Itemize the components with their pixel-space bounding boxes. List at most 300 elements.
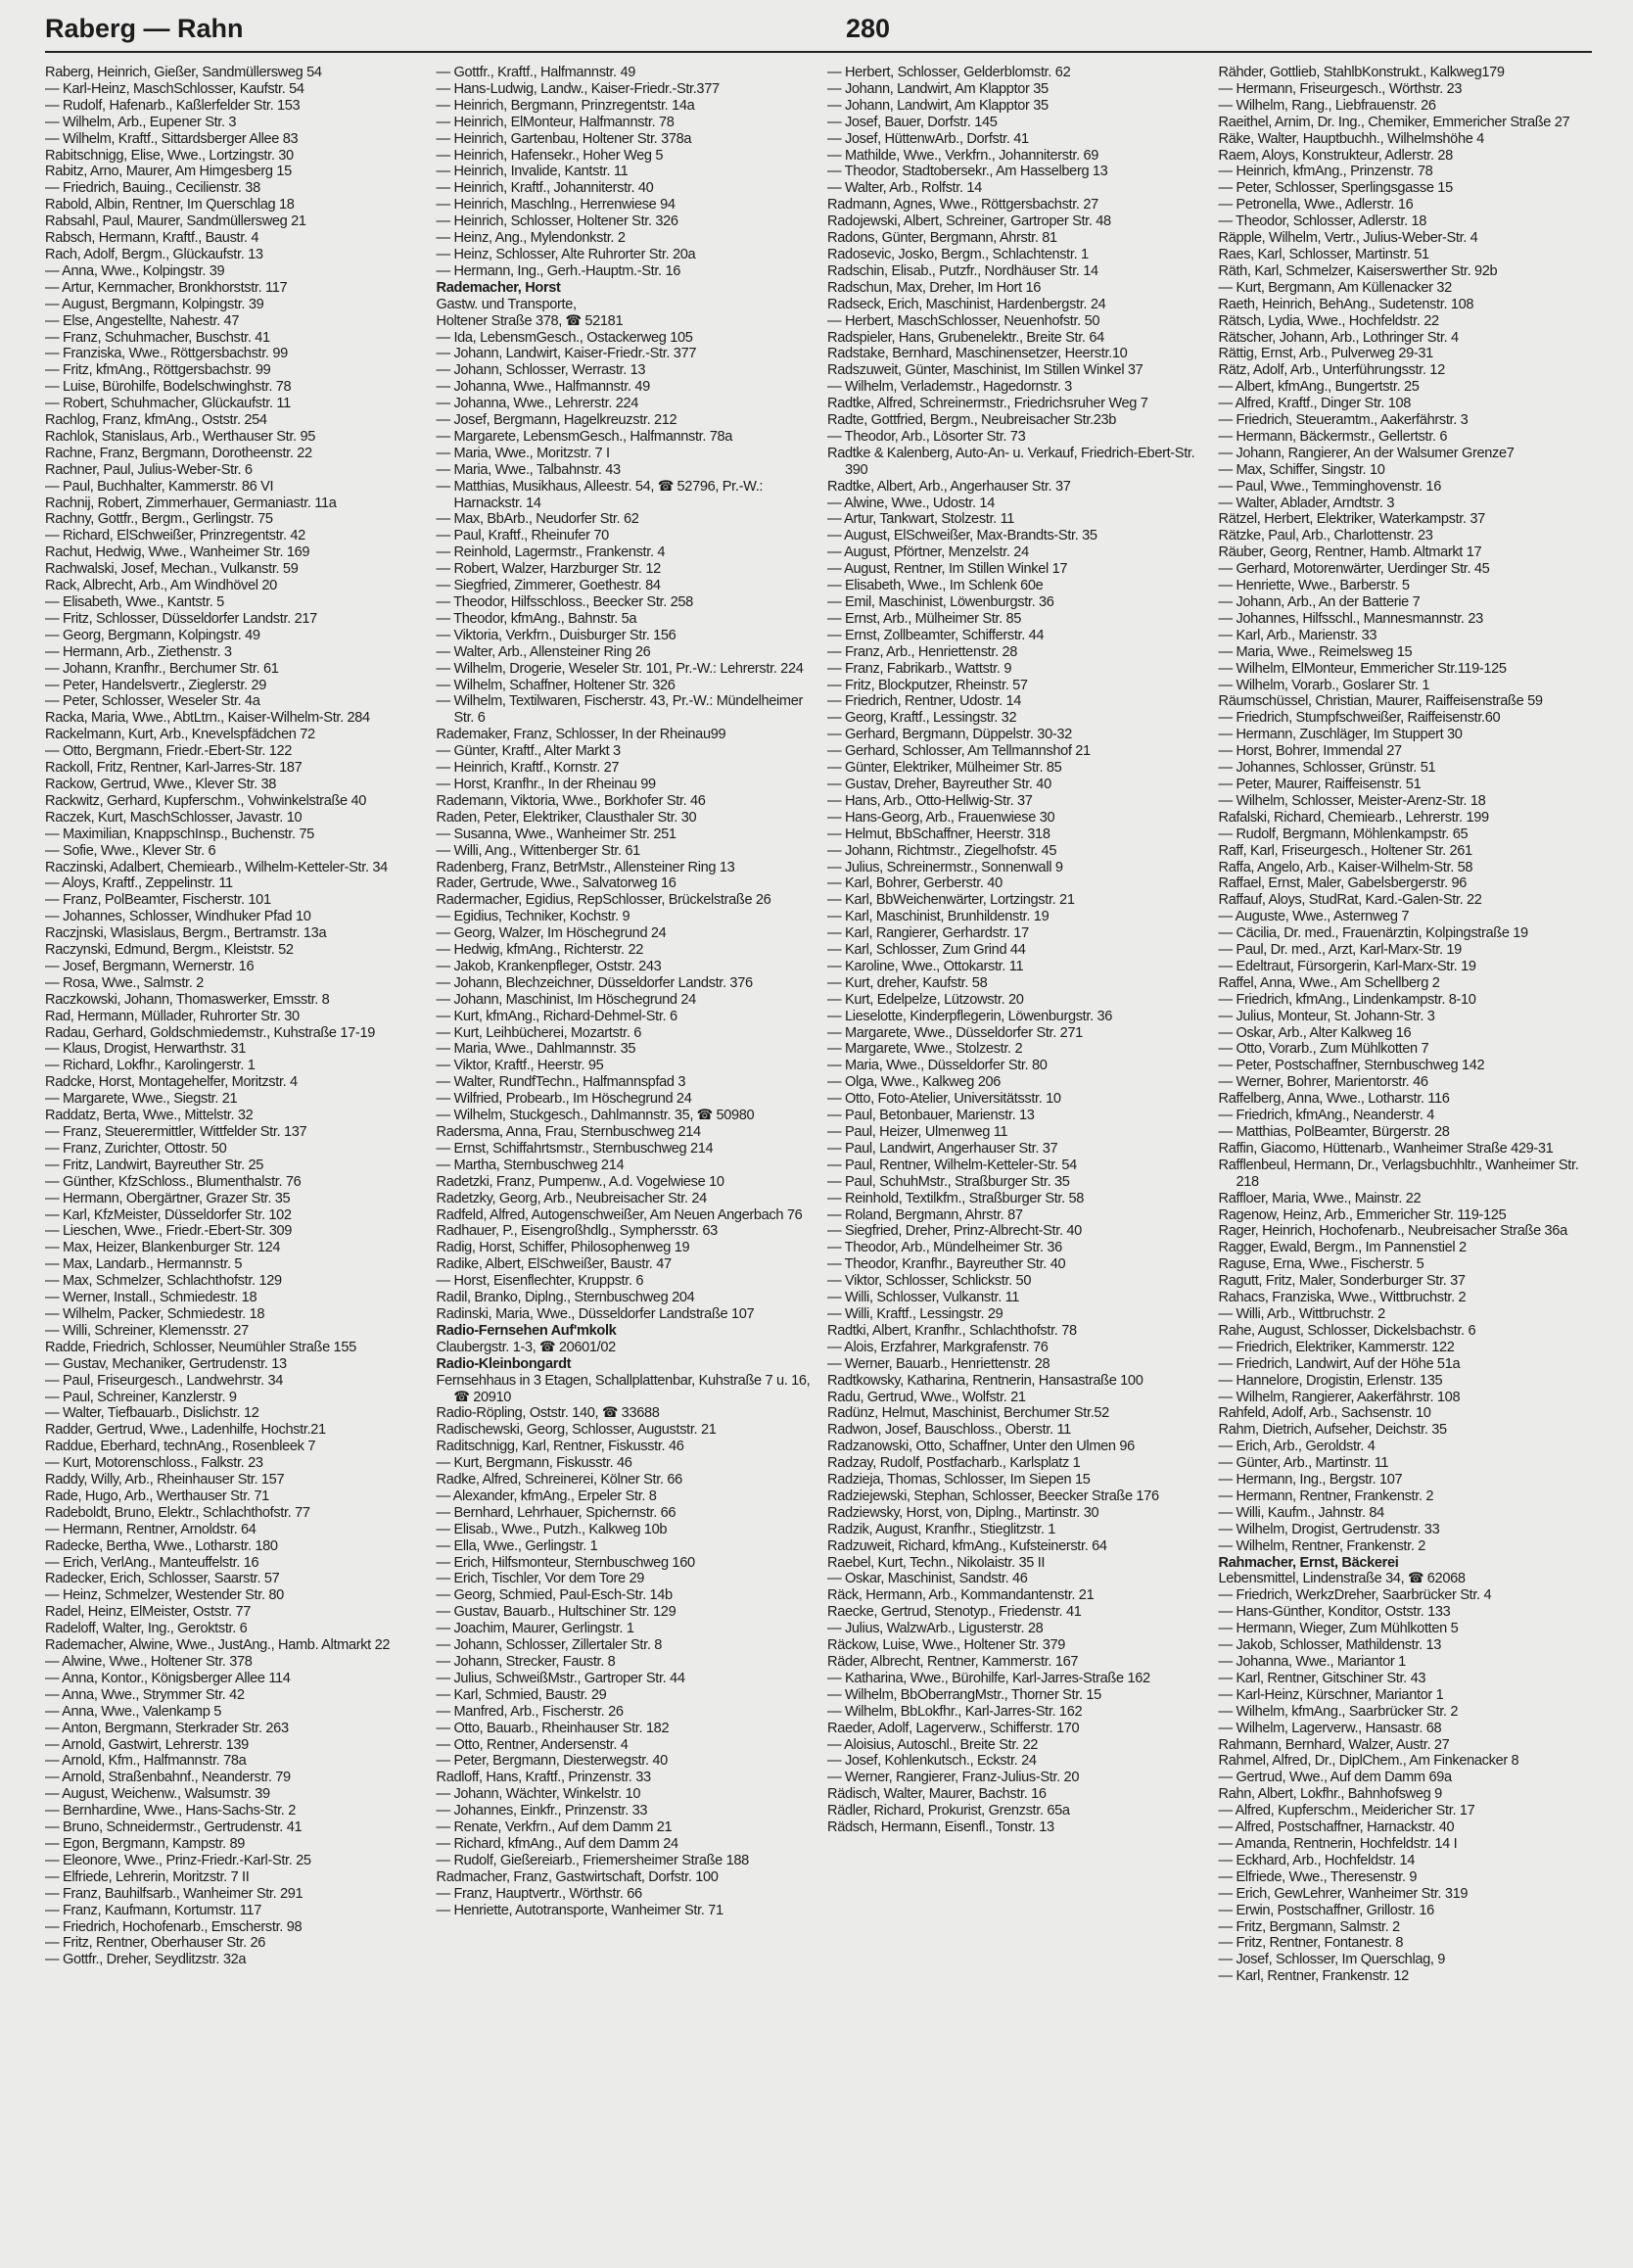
directory-entry: — Gottfr., Kraftf., Halfmannstr. 49: [436, 65, 635, 80]
directory-entry: — Johanna, Wwe., Mariantor 1: [1218, 1654, 1406, 1670]
directory-entry: Rack, Albrecht, Arb., Am Windhövel 20: [45, 578, 277, 594]
directory-entry: — Wilhelm, Lagerverw., Hansastr. 68: [1218, 1720, 1442, 1736]
directory-entry: — Jakob, Krankenpfleger, Oststr. 243: [436, 958, 662, 974]
directory-entry: — Alexander, kfmAng., Erpeler Str. 8: [436, 1488, 657, 1504]
directory-entry: — Heinrich, Kraftf., Johanniterstr. 40: [436, 180, 654, 197]
directory-entry: — Friedrich, Steueramtm., Aakerfährstr. 3: [1218, 412, 1469, 429]
directory-entry: — Franz, Fabrikarb., Wattstr. 9: [827, 660, 1012, 677]
directory-entry: Radspieler, Hans, Grubenelektr., Breite Str. 64: [827, 329, 1104, 346]
directory-entry: — Henriette, Autotransporte, Wanheimer Str. 71: [436, 1902, 723, 1918]
directory-entry: Radau, Gerhard, Goldschmiedemstr., Kuhstraße 17-19: [45, 1024, 375, 1041]
directory-entry: — Auguste, Wwe., Asternweg 7: [1218, 909, 1410, 925]
directory-entry: — Julius, Monteur, St. Johann-Str. 3: [1218, 1008, 1435, 1024]
directory-entry: — Hedwig, kfmAng., Richterstr. 22: [436, 942, 643, 959]
directory-entry: — Martha, Sternbuschweg 214: [436, 1157, 625, 1173]
directory-entry: Radzuweit, Richard, kfmAng., Kufsteinerstr. 64: [827, 1537, 1107, 1554]
directory-entry: — Werner, Install., Schmiedestr. 18: [45, 1290, 257, 1306]
directory-entry: — Johannes, Schlosser, Grünstr. 51: [1218, 760, 1436, 777]
directory-entry: Rabsch, Hermann, Kraftf., Baustr. 4: [45, 230, 259, 247]
directory-entry: Raebel, Kurt, Techn., Nikolaistr. 35 II: [827, 1554, 1046, 1571]
directory-entry: — Heinrich, Kraftf., Kornstr. 27: [436, 760, 620, 777]
directory-entry: — Anton, Bergmann, Sterkrader Str. 263: [45, 1720, 289, 1736]
directory-entry: — Paul, SchuhMstr., Straßburger Str. 35: [827, 1173, 1070, 1190]
directory-entry: — Richard, kfmAng., Auf dem Damm 24: [436, 1835, 678, 1852]
directory-entry: — Paul, Wwe., Temminghovenstr. 16: [1218, 478, 1441, 495]
directory-entry: — Elisabeth, Wwe., Kantstr. 5: [45, 594, 224, 610]
directory-entry: — Ernst, Zollbeamter, Schifferstr. 44: [827, 627, 1045, 643]
directory-entry: — Johann, Wächter, Winkelstr. 10: [436, 1786, 641, 1803]
directory-entry: — Ernst, Schiffahrtsmstr., Sternbuschweg 214: [436, 1140, 714, 1157]
directory-entry: — Lieselotte, Kinderpflegerin, Löwenburgstr. 36: [827, 1008, 1113, 1024]
directory-entry: — Otto, Foto-Atelier, Universitätsstr. 10: [827, 1091, 1061, 1108]
directory-entry: — Fritz, kfmAng., Röttgersbachstr. 99: [45, 362, 271, 379]
directory-entry: Rademann, Viktoria, Wwe., Borkhofer Str. 46: [436, 792, 706, 809]
directory-entry: — Johann, Strecker, Faustr. 8: [436, 1654, 616, 1670]
directory-entry: — Margarete, Wwe., Stolzestr. 2: [827, 1041, 1023, 1058]
directory-entry: — Josef, HüttenwArb., Dorfstr. 41: [827, 130, 1029, 147]
directory-entry: — Walter, Arb., Allensteiner Ring 26: [436, 643, 651, 660]
directory-entry: — Hermann, Ing., Bergstr. 107: [1218, 1472, 1403, 1488]
directory-entry: — Eckhard, Arb., Hochfeldstr. 14: [1218, 1852, 1416, 1868]
directory-entry: — Paul, Friseurgesch., Landwehrstr. 34: [45, 1372, 284, 1389]
directory-entry: Radziewsky, Horst, von, Diplng., Martinstr. 30: [827, 1504, 1099, 1521]
directory-entry: — August, Bergmann, Kolpingstr. 39: [45, 296, 264, 312]
directory-entry: — Günter, Arb., Martinstr. 11: [1218, 1455, 1389, 1472]
column-4: [1211, 65, 1603, 2258]
directory-entry: — Paul, Buchhalter, Kammerstr. 86 VI: [45, 478, 274, 495]
directory-entry: — Franz, Bauhilfsarb., Wanheimer Str. 291: [45, 1885, 303, 1902]
directory-entry: Radike, Albert, ElSchweißer, Baustr. 47: [436, 1256, 672, 1273]
directory-entry: — Wilhelm, Textilwaren, Fischerstr. 43, Pr.-W.: Mündelheimer Str. 6: [436, 693, 803, 727]
directory-entry: Radu, Gertrud, Wwe., Wolfstr. 21: [827, 1389, 1026, 1405]
directory-entry: — Rudolf, Hafenarb., Kaßlerfelder Str. 153: [45, 97, 301, 114]
directory-entry: Radosevic, Josko, Bergm., Schlachtenstr. 1: [827, 246, 1089, 262]
directory-entry: — Bernhardine, Wwe., Hans-Sachs-Str. 2: [45, 1803, 296, 1819]
directory-entry: Raffelberg, Anna, Wwe., Lotharstr. 116: [1218, 1091, 1450, 1108]
directory-entry: Rad, Hermann, Müllader, Ruhrorter Str. 30: [45, 1008, 300, 1024]
directory-entry: — Willi, Kraftf., Lessingstr. 29: [827, 1305, 1003, 1322]
directory-entry: Rachne, Franz, Bergmann, Dorotheenstr. 22: [45, 445, 312, 461]
directory-entry: — Johann, Kranfhr., Berchumer Str. 61: [45, 660, 279, 677]
directory-entry: Raberg, Heinrich, Gießer, Sandmüllersweg 54: [45, 65, 322, 80]
directory-entry: Rahe, August, Schlosser, Dickelsbachstr. 6: [1218, 1322, 1476, 1339]
directory-entry: — Paul, Kraftf., Rheinufer 70: [436, 528, 609, 544]
directory-entry: — Heinz, Schmelzer, Westender Str. 80: [45, 1587, 284, 1604]
directory-entry: Raeder, Adolf, Lagerverw., Schifferstr. 170: [827, 1720, 1080, 1736]
directory-entry: — Hermann, Obergärtner, Grazer Str. 35: [45, 1190, 291, 1206]
directory-entry: — Willi, Arb., Wittbruchstr. 2: [1218, 1305, 1385, 1322]
directory-entry: — Hermann, Friseurgesch., Wörthstr. 23: [1218, 80, 1463, 97]
directory-entry: Rackoll, Fritz, Rentner, Karl-Jarres-Str. 187: [45, 760, 303, 777]
directory-entry: — Walter, Arb., Rolfstr. 14: [827, 180, 982, 197]
directory-entry: — Johann, Blechzeichner, Düsseldorfer Landstr. 376: [436, 974, 753, 991]
directory-entry: Raczkowski, Johann, Thomaswerker, Emsstr. 8: [45, 991, 330, 1008]
directory-entry: — Joachim, Maurer, Gerlingstr. 1: [436, 1621, 634, 1637]
directory-entry: — Franz, Arb., Henriettenstr. 28: [827, 643, 1018, 660]
directory-entry: Holtener Straße 378, ☎ 52181: [436, 312, 624, 329]
directory-entry: — Anna, Wwe., Valenkamp 5: [45, 1703, 221, 1720]
directory-entry: — Rosa, Wwe., Salmstr. 2: [45, 974, 204, 991]
directory-entry: Radziejewski, Stephan, Schlosser, Beecker Straße 176: [827, 1488, 1159, 1504]
column-1: [45, 65, 429, 2258]
directory-entry: — Johanna, Wwe., Halfmannstr. 49: [436, 379, 650, 396]
running-title: Raberg — Rahn: [45, 14, 244, 43]
directory-entry: Rachny, Gottfr., Bergm., Gerlingstr. 75: [45, 511, 273, 528]
directory-entry: — Hermann, Wieger, Zum Mühlkotten 5: [1218, 1621, 1459, 1637]
directory-entry: Radersma, Anna, Frau, Sternbuschweg 214: [436, 1124, 701, 1140]
directory-entry: — Gerhard, Schlosser, Am Tellmannshof 21: [827, 743, 1091, 760]
directory-entry: Radio-Kleinbongardt: [436, 1355, 572, 1372]
directory-entry: — Egidius, Techniker, Kochstr. 9: [436, 909, 630, 925]
directory-entry: — Gustav, Dreher, Bayreuther Str. 40: [827, 776, 1051, 792]
directory-entry: — Peter, Schlosser, Sperlingsgasse 15: [1218, 180, 1453, 197]
directory-entry: — Wilhelm, ElMonteur, Emmericher Str.119-125: [1218, 660, 1507, 677]
directory-entry: Rafalski, Richard, Chemiearb., Lehrerstr. 199: [1218, 809, 1489, 826]
directory-entry: — Friedrich, kfmAng., Lindenkampstr. 8-10: [1218, 991, 1476, 1008]
directory-entry: — Josef, Bergmann, Wernerstr. 16: [45, 958, 255, 974]
directory-entry: — Wilhelm, Drogist, Gertrudenstr. 33: [1218, 1521, 1440, 1537]
directory-entry: — Wilhelm, Kraftf., Sittardsberger Allee 83: [45, 130, 299, 147]
directory-entry: — Matthias, Musikhaus, Alleestr. 54, ☎ 52796, Pr.-W.: Harnackstr. 14: [436, 478, 764, 511]
directory-entry: — Artur, Tankwart, Stolzestr. 11: [827, 511, 1015, 528]
directory-entry: — Arnold, Gastwirt, Lehrerstr. 139: [45, 1736, 249, 1753]
directory-entry: — Karl-Heinz, Kürschner, Mariantor 1: [1218, 1686, 1444, 1703]
directory-entry: — Willi, Ang., Wittenberger Str. 61: [436, 842, 640, 859]
directory-entry: — Horst, Bohrer, Immendal 27: [1218, 743, 1402, 760]
directory-entry: — Kurt, Bergmann, Fiskusstr. 46: [436, 1455, 632, 1472]
directory-entry: — Georg, Bergmann, Kolpingstr. 49: [45, 627, 260, 643]
directory-entry: — Richard, Lokfhr., Karolingerstr. 1: [45, 1058, 256, 1074]
directory-entry: — Hans-Günther, Konditor, Oststr. 133: [1218, 1604, 1451, 1621]
directory-entry: Ragger, Ewald, Bergm., Im Pannenstiel 2: [1218, 1240, 1467, 1256]
directory-entry: — Renate, Verkfrn., Auf dem Damm 21: [436, 1819, 673, 1836]
directory-entry: — Franz, Zurichter, Ottostr. 50: [45, 1140, 227, 1157]
directory-entry: — Egon, Bergmann, Kampstr. 89: [45, 1835, 246, 1852]
directory-entry: Radig, Horst, Schiffer, Philosophenweg 19: [436, 1240, 690, 1256]
directory-entry: Radel, Heinz, ElMeister, Oststr. 77: [45, 1604, 251, 1621]
directory-entry: — Wilhelm, Drogerie, Weseler Str. 101, Pr.-W.: Lehrerstr. 224: [436, 660, 804, 677]
directory-entry: Rätzel, Herbert, Elektriker, Waterkampstr. 37: [1218, 511, 1485, 528]
directory-entry: — Willi, Kaufm., Jahnstr. 84: [1218, 1504, 1384, 1521]
directory-entry: Radtke, Albert, Arb., Angerhauser Str. 37: [827, 478, 1071, 495]
directory-entry: — Horst, Eisenflechter, Kruppstr. 6: [436, 1273, 644, 1290]
directory-entry: Rademacher, Alwine, Wwe., JustAng., Hamb. Altmarkt 22: [45, 1637, 391, 1654]
directory-entry: — Richard, ElSchweißer, Prinzregentstr. 42: [45, 528, 305, 544]
directory-entry: Rackelmann, Kurt, Arb., Knevelspfädchen 72: [45, 727, 315, 743]
directory-entry: — Theodor, kfmAng., Bahnstr. 5a: [436, 610, 637, 627]
directory-entry: — Friedrich, kfmAng., Neanderstr. 4: [1218, 1108, 1435, 1124]
directory-entry: Raczjnski, Wlasislaus, Bergm., Bertramstr. 13a: [45, 925, 327, 942]
directory-entry: Raff, Karl, Friseurgesch., Holtener Str. 261: [1218, 842, 1472, 859]
directory-entry: — Johann, Schlosser, Werrastr. 13: [436, 362, 646, 379]
directory-entry: — Kurt, Bergmann, Am Küllenacker 32: [1218, 279, 1452, 296]
directory-entry: — Willi, Schlosser, Vulkanstr. 11: [827, 1290, 1020, 1306]
directory-entry: — Herbert, Schlosser, Gelderblomstr. 62: [827, 65, 1071, 80]
directory-entry: — Alfred, Postschaffner, Harnackstr. 40: [1218, 1819, 1455, 1836]
directory-entry: — Amanda, Rentnerin, Hochfeldstr. 14 I: [1218, 1835, 1458, 1852]
directory-entry: — Fritz, Rentner, Oberhauser Str. 26: [45, 1935, 266, 1952]
directory-entry: — Gustav, Mechaniker, Gertrudenstr. 13: [45, 1355, 287, 1372]
directory-entry: — Johanna, Wwe., Lehrerstr. 224: [436, 396, 639, 412]
directory-entry: Fernsehhaus in 3 Etagen, Schallplattenbar, Kuhstraße 7 u. 16, ☎ 20910: [436, 1372, 811, 1405]
directory-entry: — Erich, VerlAng., Manteuffelstr. 16: [45, 1554, 259, 1571]
directory-entry: — Bernhard, Lehrhauer, Spichernstr. 66: [436, 1504, 677, 1521]
directory-entry: — Walter, RundfTechn., Halfmannspfad 3: [436, 1074, 686, 1091]
directory-entry: — Gerhard, Bergmann, Düppelstr. 30-32: [827, 727, 1072, 743]
directory-entry: — Werner, Bauarb., Henriettenstr. 28: [827, 1355, 1050, 1372]
directory-entry: Rahmel, Alfred, Dr., DiplChem., Am Finkenacker 8: [1218, 1753, 1519, 1770]
directory-entry: — Peter, Maurer, Raiffeisenstr. 51: [1218, 776, 1422, 792]
directory-entry: — Walter, Tiefbauarb., Dislichstr. 12: [45, 1405, 259, 1422]
directory-entry: Raes, Karl, Schlosser, Martinstr. 51: [1218, 246, 1429, 262]
directory-entry: — Johann, Landwirt, Kaiser-Friedr.-Str. 377: [436, 346, 697, 362]
directory-entry: — Rudolf, Gießereiarb., Friemersheimer Straße 188: [436, 1852, 749, 1868]
directory-entry: — Paul, Rentner, Wilhelm-Ketteler-Str. 54: [827, 1157, 1077, 1173]
directory-entry: — Henriette, Wwe., Barberstr. 5: [1218, 578, 1410, 594]
directory-entry: Ragenow, Heinz, Arb., Emmericher Str. 119-125: [1218, 1206, 1507, 1223]
directory-entry: — Wilhelm, Rentner, Frankenstr. 2: [1218, 1537, 1425, 1554]
directory-entry: Raffauf, Aloys, StudRat, Kard.-Galen-Str. 22: [1218, 892, 1482, 909]
directory-entry: Raffa, Angelo, Arb., Kaiser-Wilhelm-Str. 58: [1218, 859, 1473, 875]
directory-entry: — Wilfried, Probearb., Im Höschegrund 24: [436, 1091, 692, 1108]
directory-entry: Radecker, Erich, Schlosser, Saarstr. 57: [45, 1571, 280, 1587]
directory-entry: Rahfeld, Adolf, Arb., Sachsenstr. 10: [1218, 1405, 1431, 1422]
directory-entry: — Johannes, Einkfr., Prinzenstr. 33: [436, 1803, 648, 1819]
directory-entry: — Karl-Heinz, MaschSchlosser, Kaufstr. 54: [45, 80, 304, 97]
directory-entry: — Wilhelm, Rangierer, Aakerfährstr. 108: [1218, 1389, 1461, 1405]
directory-entry: — Franz, Steuerermittler, Wittfelder Str. 137: [45, 1124, 307, 1140]
directory-entry: — Franz, Schuhmacher, Buschstr. 41: [45, 329, 270, 346]
directory-entry: — Günter, Kraftf., Alter Markt 3: [436, 743, 621, 760]
directory-entry: — Sofie, Wwe., Klever Str. 6: [45, 842, 216, 859]
directory-entry: — Erich, GewLehrer, Wanheimer Str. 319: [1218, 1885, 1469, 1902]
directory-entry: Rädsch, Hermann, Eisenfl., Tonstr. 13: [827, 1819, 1054, 1836]
directory-entry: Rabitz, Arno, Maurer, Am Himgesberg 15: [45, 164, 292, 180]
directory-entry: — Karl, Rangierer, Gerhardstr. 17: [827, 925, 1029, 942]
directory-entry: — Theodor, Hilfsschloss., Beecker Str. 258: [436, 594, 693, 610]
directory-entry: — Theodor, Kranfhr., Bayreuther Str. 40: [827, 1256, 1066, 1273]
directory-entry: Räckow, Luise, Wwe., Holtener Str. 379: [827, 1637, 1066, 1654]
directory-entry: Rabold, Albin, Rentner, Im Querschlag 18: [45, 197, 295, 213]
directory-entry: — Susanna, Wwe., Wanheimer Str. 251: [436, 826, 677, 842]
directory-entry: — Julius, Schreinermstr., Sonnenwall 9: [827, 859, 1063, 875]
directory-entry: — Alois, Erzfahrer, Markgrafenstr. 76: [827, 1339, 1049, 1355]
directory-entry: — Matthias, PolBeamter, Bürgerstr. 28: [1218, 1124, 1450, 1140]
directory-entry: — Alwine, Wwe., Holtener Str. 378: [45, 1654, 253, 1670]
directory-entry: — Johann, Richtmstr., Ziegelhofstr. 45: [827, 842, 1057, 859]
directory-entry: Rahmacher, Ernst, Bäckerei: [1218, 1554, 1399, 1571]
directory-entry: Radfeld, Alfred, Autogenschweißer, Am Neuen Angerbach 76: [436, 1206, 803, 1223]
directory-entry: Rätscher, Johann, Arb., Lothringer Str. 4: [1218, 329, 1459, 346]
directory-entry: — Fritz, Bergmann, Salmstr. 2: [1218, 1918, 1400, 1935]
page-number: 280: [846, 14, 891, 43]
directory-entry: — Franziska, Wwe., Röttgersbachstr. 99: [45, 346, 288, 362]
directory-entry: Räuber, Georg, Rentner, Hamb. Altmarkt 17: [1218, 544, 1482, 561]
directory-entry: — Robert, Walzer, Harzburger Str. 12: [436, 561, 661, 578]
directory-entry: Radschun, Max, Dreher, Im Hort 16: [827, 279, 1041, 296]
directory-entry: — Karl, BbWeichenwärter, Lortzingstr. 21: [827, 892, 1075, 909]
directory-entry: — Kurt, Leihbücherei, Mozartstr. 6: [436, 1024, 642, 1041]
page-header: [45, 12, 1592, 53]
directory-entry: Radke, Alfred, Schreinerei, Kölner Str. 66: [436, 1472, 682, 1488]
directory-entry: — Margarete, Wwe., Siegstr. 21: [45, 1091, 238, 1108]
directory-entry: — Gertrud, Wwe., Auf dem Damm 69a: [1218, 1770, 1452, 1786]
directory-entry: — Maria, Wwe., Moritzstr. 7 I: [436, 445, 610, 461]
directory-entry: — Peter, Postschaffner, Sternbuschweg 142: [1218, 1058, 1485, 1074]
directory-entry: — Johann, Rangierer, An der Walsumer Grenze7: [1218, 445, 1515, 461]
directory-entry: Raffin, Giacomo, Hüttenarb., Wanheimer Straße 429-31: [1218, 1140, 1554, 1157]
directory-entry: — Walter, Ablader, Arndtstr. 3: [1218, 495, 1395, 511]
directory-entry: — Gerhard, Motorenwärter, Uerdinger Str. 45: [1218, 561, 1490, 578]
directory-entry: — Franz, Kaufmann, Kortumstr. 117: [45, 1902, 261, 1918]
directory-entry: — Cäcilia, Dr. med., Frauenärztin, Kolpingstraße 19: [1218, 925, 1528, 942]
directory-entry: Radtke, Alfred, Schreinermstr., Friedrichsruher Weg 7: [827, 396, 1148, 412]
directory-entry: — Peter, Handelsvertr., Zieglerstr. 29: [45, 677, 266, 693]
directory-entry: — Erwin, Postschaffner, Grillostr. 16: [1218, 1902, 1434, 1918]
directory-entry: — Kurt, dreher, Kaufstr. 58: [827, 974, 988, 991]
directory-entry: Raczynski, Edmund, Bergm., Kleiststr. 52: [45, 942, 294, 959]
directory-entry: Rahm, Dietrich, Aufseher, Deichstr. 35: [1218, 1422, 1447, 1439]
directory-entry: — Oskar, Arb., Alter Kalkweg 16: [1218, 1024, 1412, 1041]
directory-entry: — Theodor, Stadtobersekr., Am Hasselberg 13: [827, 164, 1108, 180]
directory-entry: Raffloer, Maria, Wwe., Mainstr. 22: [1218, 1190, 1422, 1206]
directory-entry: — Artur, Kernmacher, Bronkhorststr. 117: [45, 279, 288, 296]
directory-entry: — Herbert, MaschSchlosser, Neuenhofstr. 50: [827, 312, 1100, 329]
directory-entry: — August, Rentner, Im Stillen Winkel 17: [827, 561, 1068, 578]
directory-entry: Radeboldt, Bruno, Elektr., Schlachthofstr. 77: [45, 1504, 310, 1521]
directory-entry: — Paul, Dr. med., Arzt, Karl-Marx-Str. 19: [1218, 942, 1462, 959]
directory-entry: — Wilhelm, BbOberrangMstr., Thorner Str. 15: [827, 1686, 1101, 1703]
directory-entry: Rabitschnigg, Elise, Wwe., Lortzingstr. 30: [45, 147, 294, 164]
directory-entry: — Maximilian, KnappschInsp., Buchenstr. 75: [45, 826, 314, 842]
directory-entry: — Maria, Wwe., Dahlmannstr. 35: [436, 1041, 636, 1058]
directory-entry: Radszuweit, Günter, Maschinist, Im Stillen Winkel 37: [827, 362, 1143, 379]
directory-entry: — Hermann, Rentner, Frankenstr. 2: [1218, 1488, 1434, 1504]
directory-entry: — Ida, LebensmGesch., Ostackerweg 105: [436, 329, 693, 346]
directory-entry: — Anna, Wwe., Strymmer Str. 42: [45, 1686, 245, 1703]
directory-entry: — Gottfr., Dreher, Seydlitzstr. 32a: [45, 1952, 247, 1968]
directory-entry: — Georg, Walzer, Im Höschegrund 24: [436, 925, 667, 942]
directory-entry: — Otto, Vorarb., Zum Mühlkotten 7: [1218, 1041, 1429, 1058]
directory-entry: — Arnold, Kfm., Halfmannstr. 78a: [45, 1753, 247, 1770]
directory-entry: — Reinhold, Textilkfm., Straßburger Str. 58: [827, 1190, 1085, 1206]
directory-entry: Gastw. und Transporte,: [436, 296, 577, 312]
directory-entry: — Hans-Georg, Arb., Frauenwiese 30: [827, 809, 1055, 826]
directory-entry: Rackow, Gertrud, Wwe., Klever Str. 38: [45, 776, 277, 792]
directory-entry: Rätsch, Lydia, Wwe., Hochfeldstr. 22: [1218, 312, 1439, 329]
directory-entry: — Georg, Schmied, Paul-Esch-Str. 14b: [436, 1587, 673, 1604]
directory-entry: — Margarete, LebensmGesch., Halfmannstr. 78a: [436, 428, 733, 445]
directory-entry: — Julius, SchweißMstr., Gartroper Str. 44: [436, 1670, 685, 1686]
directory-entry: Rahmann, Bernhard, Walzer, Austr. 27: [1218, 1736, 1450, 1753]
directory-entry: — Hans, Arb., Otto-Hellwig-Str. 37: [827, 792, 1033, 809]
directory-entry: Rachwalski, Josef, Mechan., Vulkanstr. 59: [45, 561, 299, 578]
directory-entry: — Reinhold, Lagermstr., Frankenstr. 4: [436, 544, 666, 561]
directory-entry: — Karl, Schmied, Baustr. 29: [436, 1686, 607, 1703]
directory-entry: Radder, Gertrud, Wwe., Ladenhilfe, Hochstr.21: [45, 1422, 326, 1439]
directory-entry: Radde, Friedrich, Schlosser, Neumühler Straße 155: [45, 1339, 356, 1355]
directory-entry: Radloff, Hans, Kraftf., Prinzenstr. 33: [436, 1770, 651, 1786]
directory-entry: Raddue, Eberhard, technAng., Rosenbleek 7: [45, 1439, 316, 1455]
directory-entry: — Kurt, Motorenschloss., Falkstr. 23: [45, 1455, 263, 1472]
directory-entry: — August, ElSchweißer, Max-Brandts-Str. 35: [827, 528, 1097, 544]
directory-entry: — Siegfried, Dreher, Prinz-Albrecht-Str. 40: [827, 1223, 1082, 1240]
directory-entry: Radcke, Horst, Montagehelfer, Moritzstr. 4: [45, 1074, 298, 1091]
directory-entry: Rättig, Ernst, Arb., Pulverweg 29-31: [1218, 346, 1433, 362]
directory-entry: — Josef, Bergmann, Hagelkreuzstr. 212: [436, 412, 677, 429]
directory-entry: Räder, Albrecht, Rentner, Kammerstr. 167: [827, 1654, 1079, 1670]
directory-entry: — Wilhelm, Arb., Eupener Str. 3: [45, 114, 237, 130]
directory-entry: — Fritz, Blockputzer, Rheinstr. 57: [827, 677, 1028, 693]
directory-entry: — Karl, Maschinist, Brunhildenstr. 19: [827, 909, 1050, 925]
directory-entry: — Heinrich, kfmAng., Prinzenstr. 78: [1218, 164, 1433, 180]
directory-entry: — Max, Heizer, Blankenburger Str. 124: [45, 1240, 281, 1256]
directory-entry: — Maria, Wwe., Düsseldorfer Str. 80: [827, 1058, 1048, 1074]
directory-entry: — Paul, Landwirt, Angerhauser Str. 37: [827, 1140, 1058, 1157]
directory-entry: — Friedrich, Hochofenarb., Emscherstr. 98: [45, 1918, 303, 1935]
directory-entry: Radünz, Helmut, Maschinist, Berchumer Str.52: [827, 1405, 1109, 1422]
directory-entry: — Oskar, Maschinist, Sandstr. 46: [827, 1571, 1028, 1587]
directory-entry: Radeloff, Walter, Ing., Geroktstr. 6: [45, 1621, 248, 1637]
directory-entry: — Arnold, Straßenbahnf., Neanderstr. 79: [45, 1770, 291, 1786]
directory-entry: Radzay, Rudolf, Postfacharb., Karlsplatz 1: [827, 1455, 1081, 1472]
directory-entry: Räck, Hermann, Arb., Kommandantenstr. 21: [827, 1587, 1095, 1604]
directory-entry: — Mathilde, Wwe., Verkfrn., Johanniterstr. 69: [827, 147, 1099, 164]
directory-entry: Rätzke, Paul, Arb., Charlottenstr. 23: [1218, 528, 1433, 544]
directory-entry: — Else, Angestellte, Nahestr. 47: [45, 312, 240, 329]
directory-entry: — Otto, Bergmann, Friedr.-Ebert-Str. 122: [45, 743, 293, 760]
directory-entry: Raem, Aloys, Konstrukteur, Adlerstr. 28: [1218, 147, 1453, 164]
directory-entry: Radmacher, Franz, Gastwirtschaft, Dorfstr. 100: [436, 1868, 719, 1885]
directory-entry: — Johann, Landwirt, Am Klapptor 35: [827, 80, 1049, 97]
directory-entry: — Viktoria, Verkfrn., Duisburger Str. 156: [436, 627, 677, 643]
directory-entry: Claubergstr. 1-3, ☎ 20601/02: [436, 1339, 616, 1355]
directory-entry: Radzieja, Thomas, Schlosser, Im Siepen 15: [827, 1472, 1091, 1488]
directory-entry: Rachner, Paul, Julius-Weber-Str. 6: [45, 461, 253, 478]
directory-entry: Rahn, Albert, Lokfhr., Bahnhofsweg 9: [1218, 1786, 1442, 1803]
directory-entry: — Olga, Wwe., Kalkweg 206: [827, 1074, 1001, 1091]
directory-entry: — Willi, Schreiner, Klemensstr. 27: [45, 1322, 249, 1339]
directory-entry: — Johann, Arb., An der Batterie 7: [1218, 594, 1421, 610]
directory-entry: — Ernst, Arb., Mülheimer Str. 85: [827, 610, 1022, 627]
directory-entry: — Friedrich, Bauing., Cecilienstr. 38: [45, 180, 260, 197]
directory-entry: — Hannelore, Drogistin, Erlenstr. 135: [1218, 1372, 1443, 1389]
directory-entry: — Friedrich, Elektriker, Kammerstr. 122: [1218, 1339, 1455, 1355]
directory-entry: — Horst, Kranfhr., In der Rheinau 99: [436, 776, 656, 792]
directory-entry: — Wilhelm, Stuckgesch., Dahlmannstr. 35, ☎ 50980: [436, 1108, 755, 1124]
directory-entry: — Katharina, Wwe., Bürohilfe, Karl-Jarres-Straße 162: [827, 1670, 1150, 1686]
directory-entry: — Alfred, Kupferschm., Meidericher Str. 17: [1218, 1803, 1475, 1819]
directory-entry: — Heinrich, Hafensekr., Hoher Weg 5: [436, 147, 664, 164]
directory-entry: — Heinrich, Invalide, Kantstr. 11: [436, 164, 629, 180]
directory-entry: — Julius, WalzwArb., Ligusterstr. 28: [827, 1621, 1044, 1637]
directory-entry: Raczek, Kurt, MaschSchlosser, Javastr. 10: [45, 809, 303, 826]
directory-entry: — Heinrich, ElMonteur, Halfmannstr. 78: [436, 114, 675, 130]
directory-entry: — Anna, Kontor., Königsberger Allee 114: [45, 1670, 291, 1686]
directory-entry: — Roland, Bergmann, Ahrstr. 87: [827, 1206, 1023, 1223]
directory-entry: Rademaker, Franz, Schlosser, In der Rheinau99: [436, 727, 726, 743]
directory-columns: [45, 65, 1602, 2258]
directory-entry: Rätz, Adolf, Arb., Unterführungsstr. 12: [1218, 362, 1445, 379]
directory-entry: — Friedrich, Landwirt, Auf der Höhe 51a: [1218, 1355, 1461, 1372]
directory-entry: Rader, Gertrude, Wwe., Salvatorweg 16: [436, 875, 677, 892]
directory-entry: Radtki, Albert, Kranfhr., Schlachthofstr. 78: [827, 1322, 1077, 1339]
directory-entry: — Fritz, Schlosser, Düsseldorfer Landstr. 217: [45, 610, 317, 627]
column-2: [429, 65, 820, 2258]
directory-entry: — Karl, Schlosser, Zum Grind 44: [827, 942, 1026, 959]
directory-entry: — Alwine, Wwe., Udostr. 14: [827, 495, 995, 511]
directory-entry: Raditschnigg, Karl, Rentner, Fiskusstr. 46: [436, 1439, 684, 1455]
